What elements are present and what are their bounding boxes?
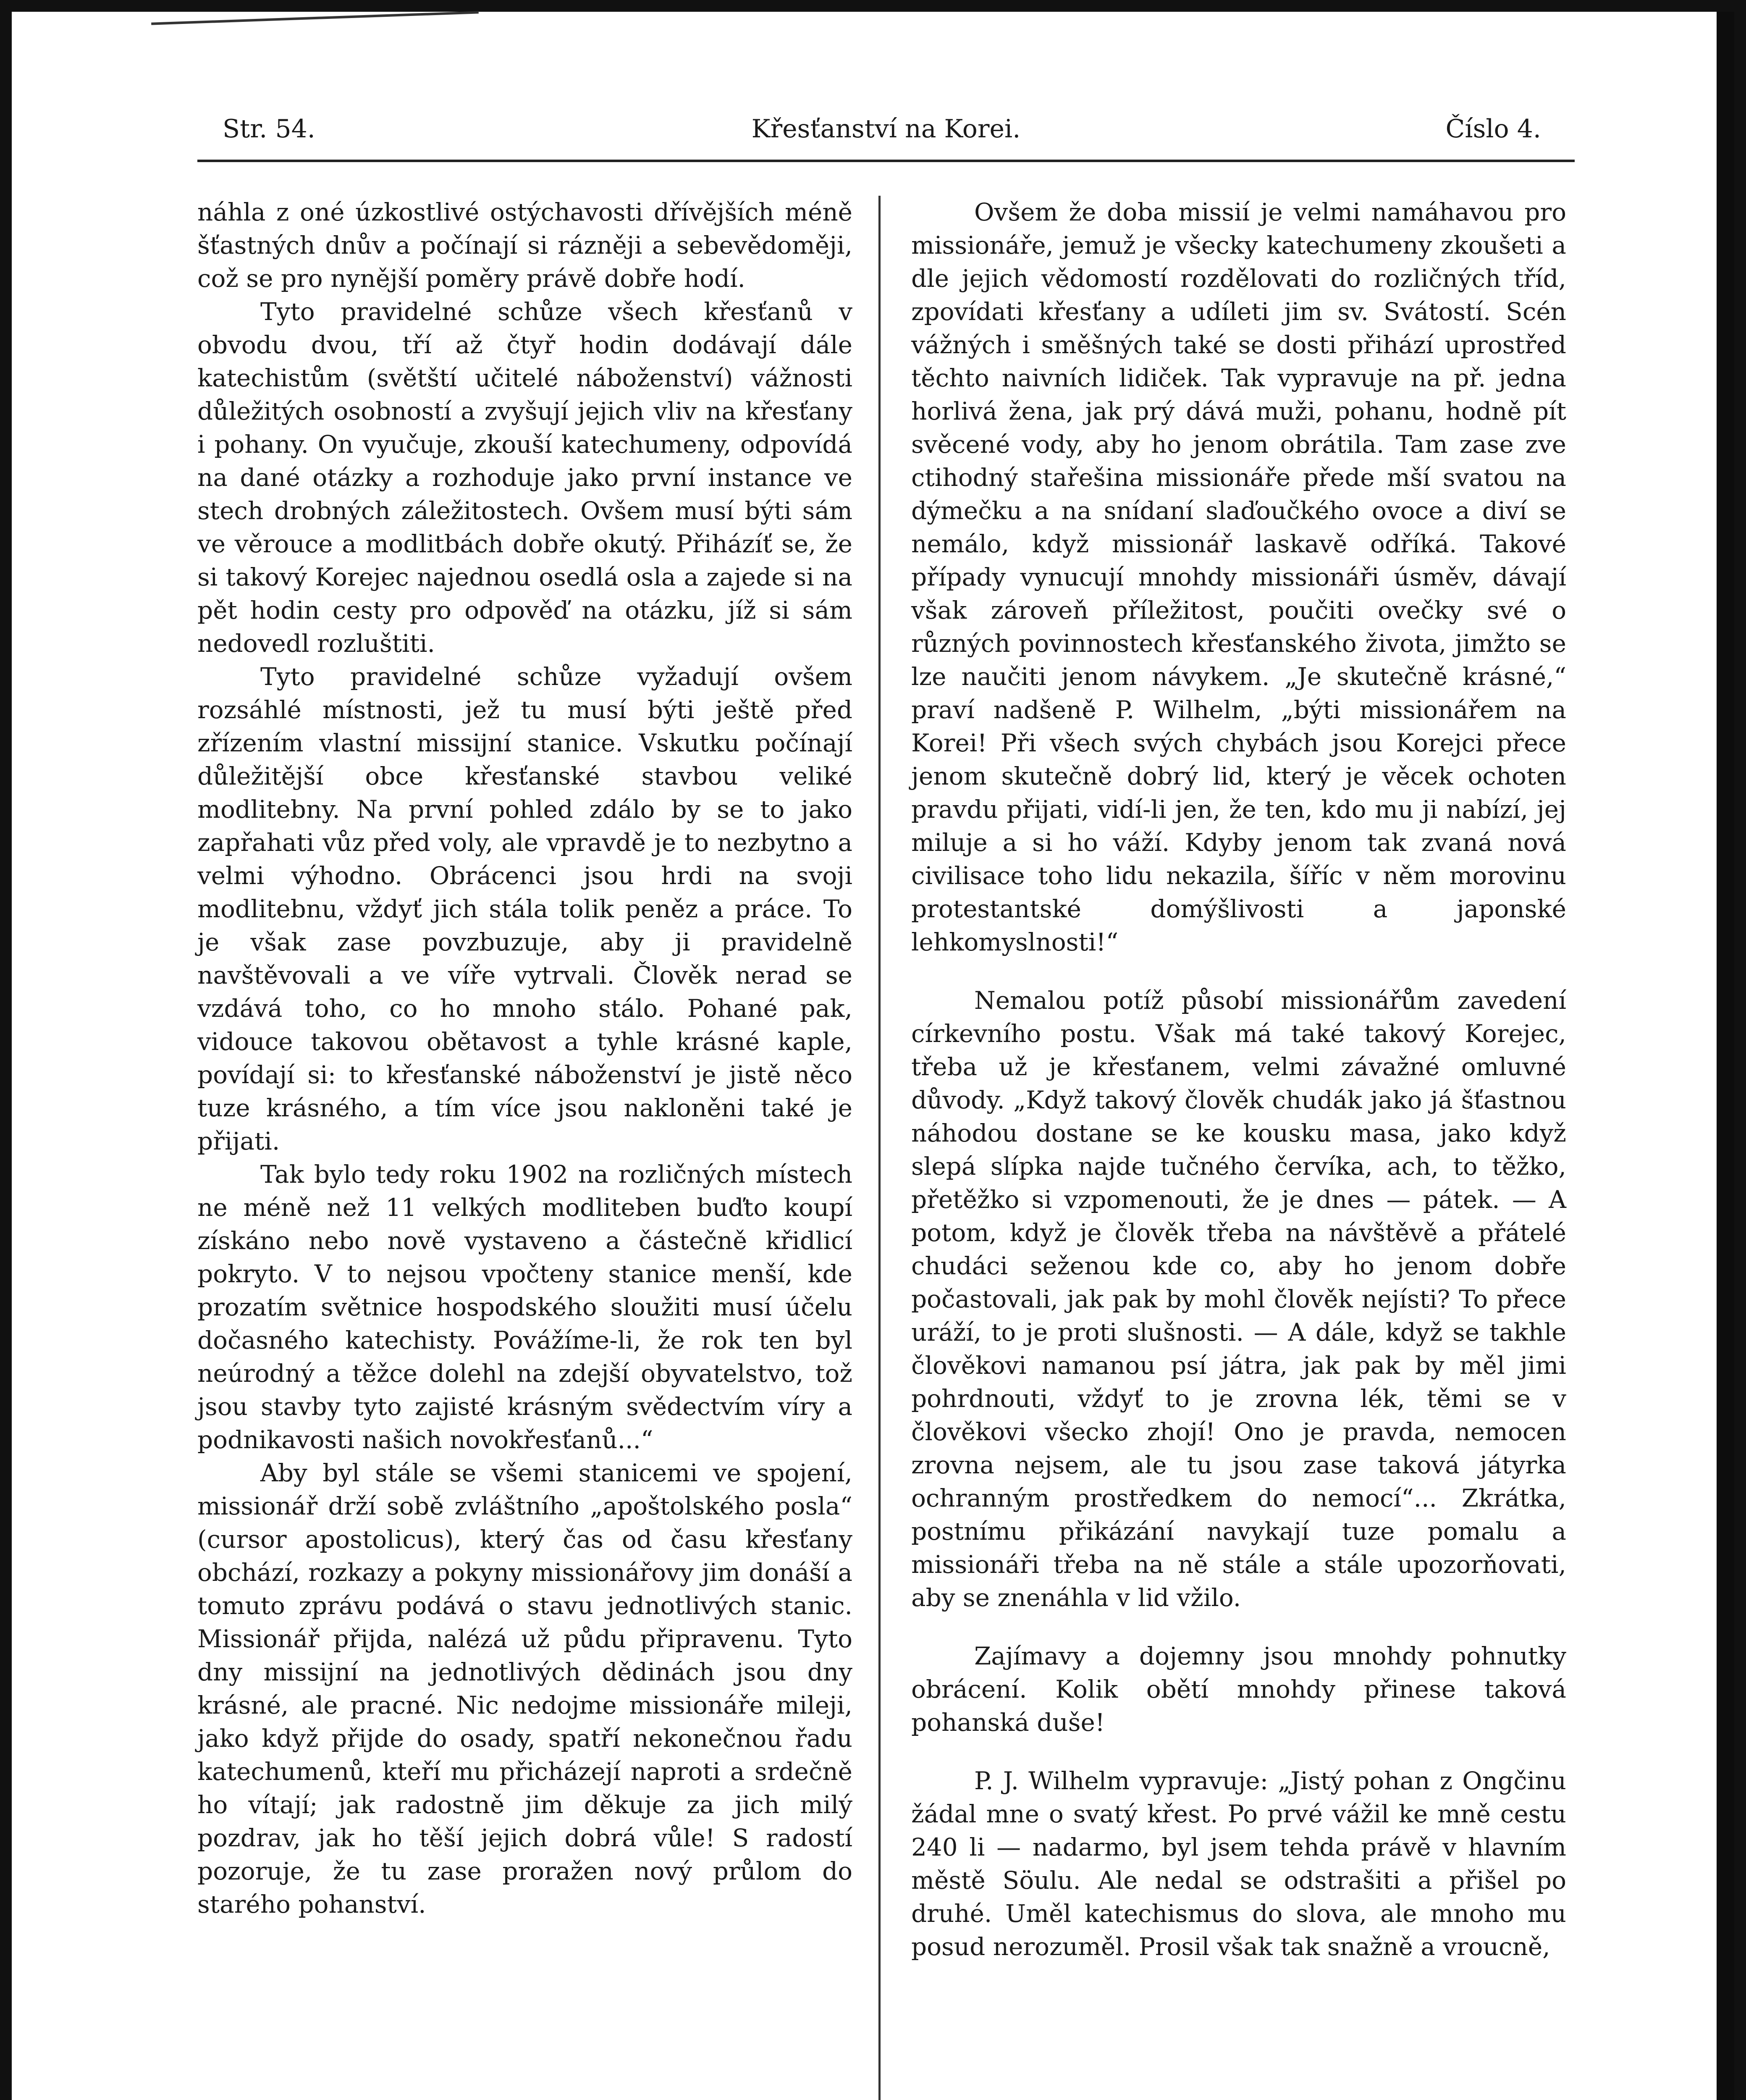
text-columns: [197, 196, 1575, 2100]
paragraph: Tyto pravidelné schůze vyžadují ovšem rozsáhlé místnosti, jež tu musí býti ještě před zřízením vlastní missijní stanice. Vskutku počínají důležitější obce křesťanské stavbou veliké modlitebny. Na první pohled zdálo by se to jako zapřahati vůz před voly, ale vpravdě je to nezbytno a velmi výhodno. Obrácenci jsou hrdi na svoji modlitebnu, vždyť jich stála tolik peněz a práce. To je však zase povzbuzuje, aby ji pravidelně navštěvovali a ve víře vytrvali. Člověk nerad se vzdává toho, co ho mnoho stálo. Pohané pak, vidouce takovou obětavost a tyhle krásné kaple, povídají si: to křesťanské náboženství je jistě něco tuze krásného, a tím více jsou nakloněni také je přijati.: [197, 662, 852, 1155]
document-page: [197, 105, 1575, 2100]
right-column: [911, 196, 1566, 1964]
scan-edge: [1717, 0, 1746, 2100]
paragraph: Ovšem že doba missií je velmi namáhavou pro missionáře, jemuž je všecky katechumeny zkoušeti a dle jejich vědomostí rozdělovati do rozličných tříd, zpovídati křesťany a udíleti jim sv. Svátostí. Scén vážných i směšných také se dosti přihází uprostřed těchto naivních lidiček. Tak vypravuje na př. jedna horlivá žena, jak prý dává muži, pohanu, hodně pít svěcené vody, aby ho jenom obrátila. Tam zase zve ctihodný stařešina missionáře přede mší svatou na dýmečku a na snídaní slaďoučkého ovoce a diví se nemálo, když missionář laskavě odříká. Takové případy vynucují mnohdy missionáři úsměv, dávají však zároveň příležitost, poučiti ovečky své o různých povinnostech křesťanského života, jimžto se lze naučiti jenom návykem. „Je skutečně krásné,“ praví nadšeně P. Wilhelm, „býti missionářem na Korei! Při všech svých chybách jsou Korejci přece jenom skutečně dobrý lid, který je věcek ochoten pravdu přijati, vidí-li jen, že ten, kdo mu ji nabízí, jej miluje a si ho váží. Kdyby jenom tak zvaná nová civilisace toho lidu nekazila, šíříc v něm morovinu protestantské domýšlivosti a japonské lehkomyslnosti!“: [911, 198, 1566, 956]
left-column: [197, 196, 852, 1921]
scan-mark: [151, 11, 479, 25]
column-divider: [878, 196, 881, 2100]
paragraph: P. J. Wilhelm vypravuje: „Jistý pohan z Ongčinu žádal mne o svatý křest. Po prvé vážil ke mně cestu 240 li — nadarmo, byl jsem tehda právě v hlavním městě Söulu. Ale nedal se odstrašiti a přišel po druhé. Uměl katechismus do slova, ale mnoho mu posud nerozuměl. Prosil však tak snažně a vroucně,: [911, 1767, 1566, 1961]
page-number: Str. 54.: [223, 114, 315, 144]
issue-number: Číslo 4.: [1445, 114, 1541, 144]
paragraph: Tak bylo tedy roku 1902 na rozličných místech ne méně než 11 velkých modliteben buďto koupí získáno nebo nově vystaveno a částečně křidlicí pokryto. V to nejsou vpočteny stanice menší, kde prozatím světnice hospodského sloužiti musí účelu dočasného katechisty. Povážíme-li, že rok ten byl neúrodný a těžce dolehl na zdejší obyvatelstvo, tož jsou stavby tyto zajisté krásným svědectvím víry a podnikavosti našich novokřesťanů...“: [197, 1160, 852, 1454]
paragraph: Nemalou potíž působí missionářům zavedení církevního postu. Však má také takový Korejec, třeba už je křesťanem, velmi závažné omluvné důvody. „Když takový člověk chudák jako já šťastnou náhodou dostane se ke kousku masa, jako když slepá slípka najde tučného červíka, ach, to těžko, přetěžko si vzpomenouti, že je dnes — pátek. — A potom, když je člověk třeba na návštěvě a přátelé chudáci seženou kde co, aby ho jenom dobře počastovali, jak pak by mohl člověk nejísti? To přece uráží, to je proti slušnosti. — A dále, když se takhle člověkovi namanou psí játra, jak pak by měl jimi pohrdnouti, vždyť to je zrovna lék, těmi se v člověkovi všecko zhojí! Ono je pravda, nemocen zrovna nejsem, ale tu jsou zase taková játyrka ochranným prostředkem do nemocí“... Zkrátka, postnímu přikázání navykají tuze pomalu a missionáři třeba na ně stále a stále upozorňovati, aby se znenáhla v lid vžilo.: [911, 986, 1566, 1612]
paragraph: náhla z oné úzkostlivé ostýchavosti dřívějších méně šťastných dnův a počínají si rázněji a sebevědoměji, což se pro nynější poměry právě dobře hodí.: [197, 198, 852, 293]
paragraph: Tyto pravidelné schůze všech křesťanů v obvodu dvou, tří až čtyř hodin dodávají dále katechistům (světští učitelé náboženství) vážnosti důležitých osobností a zvyšují jejich vliv na křesťany i pohany. On vyučuje, zkouší katechumeny, odpovídá na dané otázky a rozhoduje jako první instance ve stech drobných záležitostech. Ovšem musí býti sám ve věrouce a modlitbách dobře okutý. Přiházíť se, že si takový Korejec najednou osedlá osla a zajede si na pět hodin cesty pro odpověď na otázku, jíž si sám nedovedl rozluštiti.: [197, 297, 852, 658]
paragraph: Aby byl stále se všemi stanicemi ve spojení, missionář drží sobě zvláštního „apoštolského posla“ (cursor apostolicus), který čas od času křesťany obchází, rozkazy a pokyny missionářovy jim donáší a tomuto zprávu podává o stavu jednotlivých stanic. Missionář přijda, nalézá už půdu připravenu. Tyto dny missijní na jednotlivých dědinách jsou dny krásné, ale pracné. Nic nedojme missionáře mileji, jako když přijde do osady, spatří nekonečnou řadu katechumenů, kteří mu přicházejí naproti a srdečně ho vítají; jak radostně jim děkuje za jich milý pozdrav, jak ho těší jejich dobrá vůle! S radostí pozoruje, že tu zase proražen nový průlom do starého pohanství.: [197, 1459, 852, 1919]
paragraph: Zajímavy a dojemny jsou mnohdy pohnutky obrácení. Kolik obětí mnohdy přinese taková pohanská duše!: [911, 1642, 1566, 1737]
running-header: [197, 105, 1575, 162]
running-title: Křesťanství na Korei.: [751, 114, 1021, 144]
